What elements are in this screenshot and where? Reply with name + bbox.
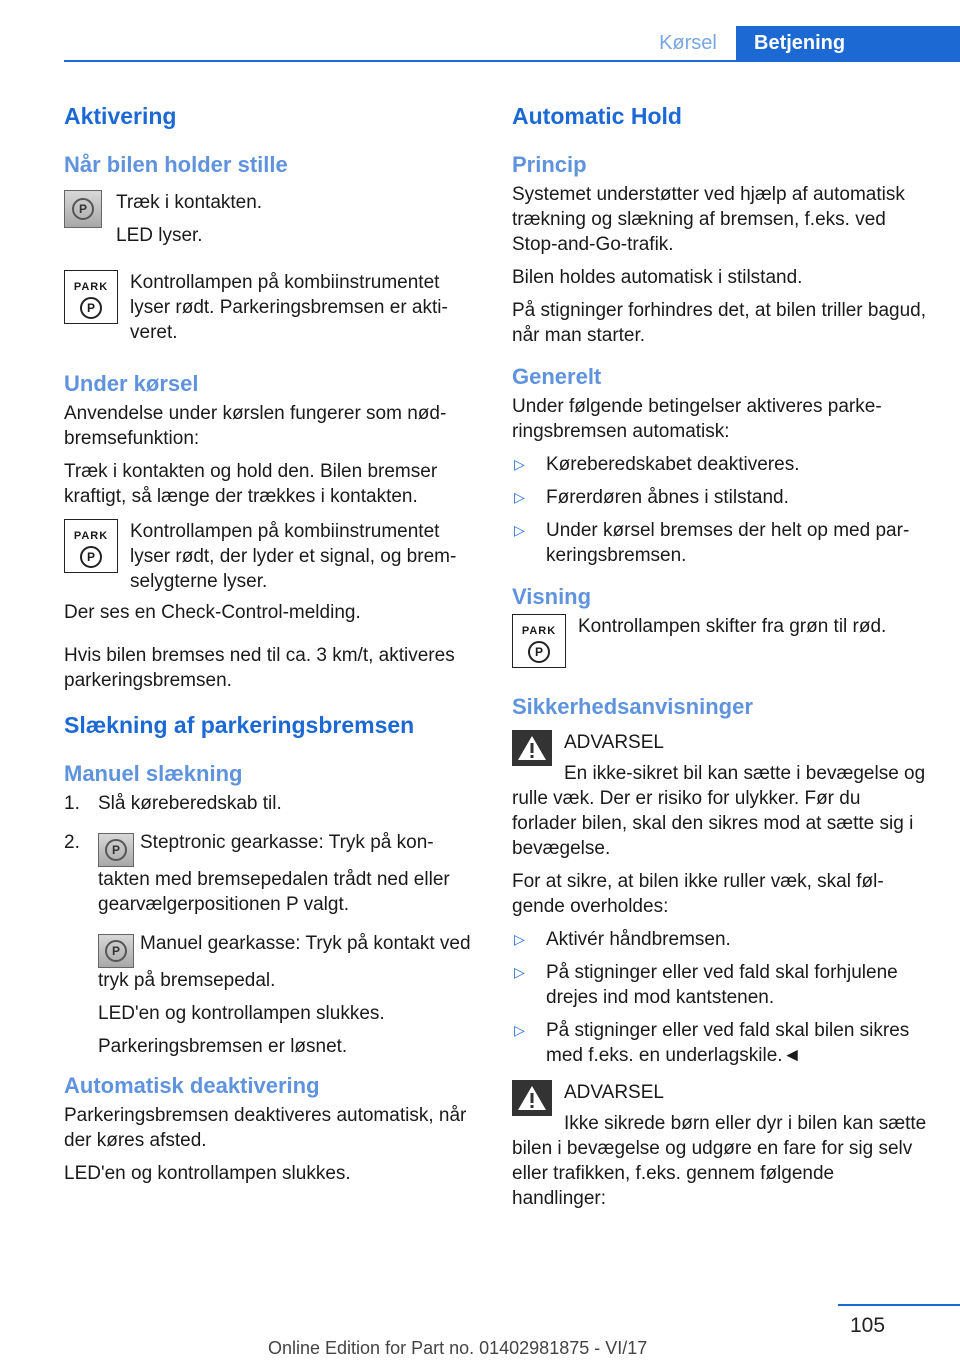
right-column [512,98,928,1211]
warning-block [512,730,928,861]
page-number: 105 [850,1314,886,1337]
list-item: 2. P Steptronic gearkasse: Tryk på kontakten med bremsepedalen trådt ned eller gearvælgerpositionen P valgt. P Manuel gearkasse: Tryk på kontakt ved tryk på bremsepedal. LED'en og kontrollampen slukkes. Parkeringsbremsen er løsnet. [64,832,471,1057]
warning-label: ADVARSEL [564,732,664,753]
conditions-list [512,452,928,568]
switch-row [64,190,474,248]
footer-rule [838,1304,960,1306]
heading-aktivering: Aktivering [64,103,177,129]
paragraph: Bilen holdes automatisk i stilstand. [512,267,803,288]
step-line: Træk i kontakten. [116,192,263,213]
heading-under-korsel: Under kørsel [64,371,199,396]
steps-list [64,791,474,1059]
warning-triangle-icon [512,1080,552,1116]
parking-brake-switch-icon: P [98,833,134,867]
paragraph: Der ses en Check-Control-melding. [64,602,361,623]
lamp-text: Kontrollampen på kombiinstrumentet lyser rødt. Parkeringsbremsen er aktiveret. [130,272,448,343]
paragraph: For at sikre, at bilen ikke ruller væk, skal følgende overholdes: [512,871,884,917]
paragraph: LED'en og kontrollampen slukkes. [64,1163,351,1184]
list-item: 1. Slå køreberedskab til. [64,793,282,814]
footer-edition: Online Edition for Part no. 01402981875 - VI/17 [268,1338,648,1358]
list-item: ▷ Køreberedskabet deaktiveres. [514,454,800,475]
heading-princip: Princip [512,152,587,177]
warning-label: ADVARSEL [564,1082,664,1103]
lamp-text: Kontrollampen skifter fra grøn til rød. [578,616,887,637]
heading-automatic-hold: Automatic Hold [512,103,682,129]
heading-sikkerhed: Sikkerhedsanvisninger [512,694,753,719]
list-item: ▷ Under kørsel bremses der helt op med parkeringsbremsen. [514,520,910,566]
tab-active[interactable]: Betjening [736,26,960,62]
paragraph: Hvis bilen bremses ned til ca. 3 km/t, aktiveres parkeringsbremsen. [64,645,455,691]
warning-triangle-icon [512,730,552,766]
heading-automatisk: Automatisk deaktivering [64,1073,320,1098]
lamp-row [64,270,474,345]
tab-section[interactable]: Kørsel [659,32,717,54]
list-item: ▷ Førerdøren åbnes i stilstand. [514,487,789,508]
parking-brake-switch-icon: P [98,934,134,968]
heading-manuel: Manuel slækning [64,761,243,786]
list-item: ▷ På stigninger eller ved fald skal forhjulene drejes ind mod kantstenen. [514,962,898,1008]
warning-block [512,1080,928,1211]
paragraph: Anvendelse under kørslen fungerer som nødbremsefunktion: [64,403,447,449]
park-lamp-icon: PARK P [64,270,118,324]
paragraph: Under følgende betingelser aktiveres parkeringsbremsen automatisk: [512,396,882,442]
lamp-row [512,614,928,672]
paragraph: På stigninger forhindres det, at bilen triller bagud, når man starter. [512,300,927,346]
list-item: ▷ Aktivér håndbremsen. [514,929,731,950]
safety-list [512,927,928,1068]
lamp-row [64,519,474,594]
park-lamp-icon: PARK P [64,519,118,573]
heading-generelt: Generelt [512,364,602,389]
paragraph: Parkeringsbremsen deaktiveres automatisk, når der køres afsted. [64,1105,467,1151]
step-line: LED lyser. [116,225,203,246]
parking-brake-switch-icon: P [64,190,102,228]
left-column [64,98,474,1186]
heading-stille: Når bilen holder stille [64,152,288,177]
heading-slaekning: Slækning af parkeringsbremsen [64,712,415,738]
paragraph: Systemet understøtter ved hjælp af automatisk trækning og slækning af bremsen, f.eks. ved Stop-and-Go-trafik. [512,184,905,255]
list-item: ▷ På stigninger eller ved fald skal bilen sikres med f.eks. en underlagskile.◄ [514,1020,910,1066]
warning-text: En ikke-sikret bil kan sætte i bevægelse og rulle væk. Der er risiko for ulykker. Før du forlader bilen, skal den sikres mod at sætte sig i bevægelse. [512,763,926,859]
park-lamp-icon: PARK P [512,614,566,668]
paragraph: Træk i kontakten og hold den. Bilen bremser kraftigt, så længe der trækkes i kontakten. [64,461,438,507]
lamp-text: Kontrollampen på kombiinstrumentet lyser rødt, der lyder et signal, og bremselygterne lyser. [130,521,457,592]
warning-text: Ikke sikrede børn eller dyr i bilen kan sætte bilen i bevægelse og udgøre en fare for sig selv eller trafikken, f.eks. gennem følgende handlinger: [512,1113,927,1209]
heading-visning: Visning [512,584,592,609]
